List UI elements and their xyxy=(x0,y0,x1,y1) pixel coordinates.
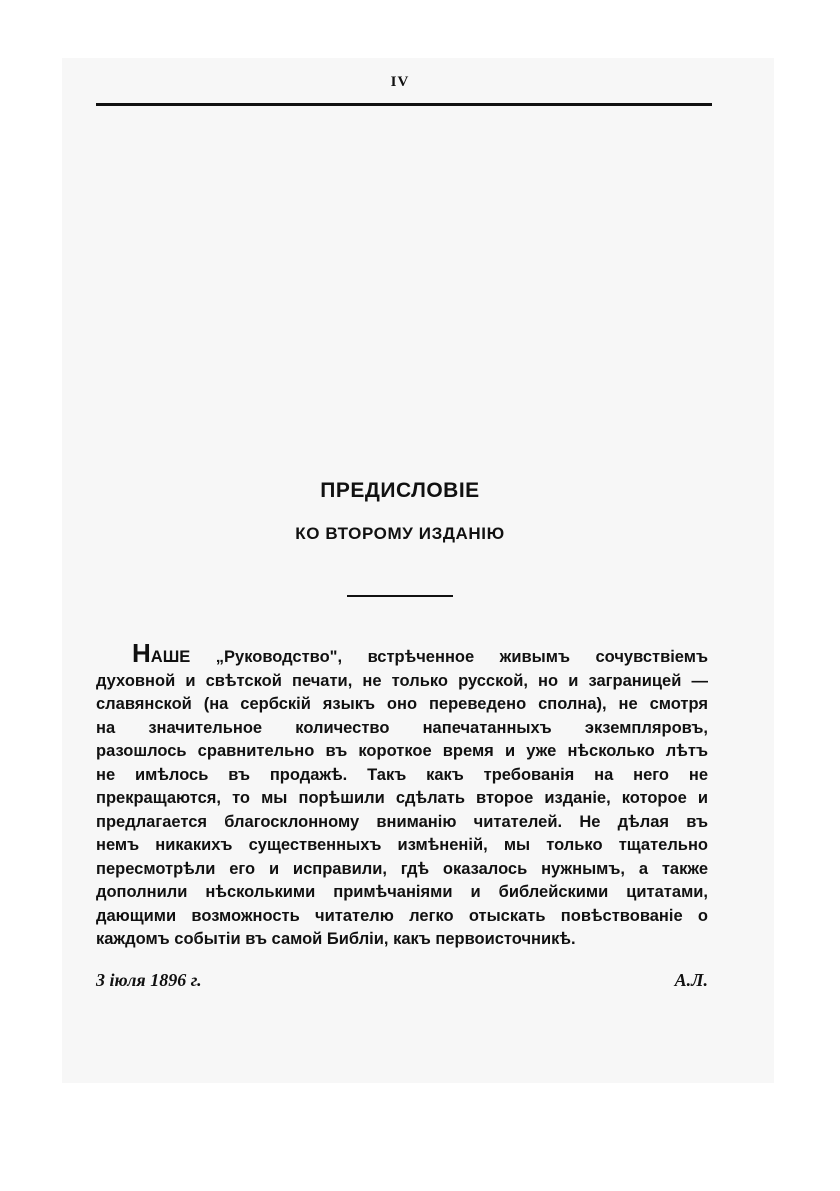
paragraph-line: каждомъ событіи въ самой Библіи, какъ первоисточникѣ. xyxy=(96,930,576,948)
paragraph-line: славянской (на сербскій языкъ оно переведено сполна), не смотря xyxy=(96,695,708,713)
drop-cap-initial: Н xyxy=(132,638,151,668)
paragraph-line: дополнили нѣсколькими примѣчаніями и библейскими цитатами, xyxy=(96,883,708,901)
first-word-rest: АШЕ xyxy=(150,648,191,666)
paragraph-line: немъ никакихъ существенныхъ измѣненій, мы только тщательно xyxy=(96,836,708,854)
paragraph-line: не имѣлось въ продажѣ. Такъ какъ требованія на него не xyxy=(96,765,708,784)
paragraph-line: дающими возможность читателю легко отыскать повѣствованіе о xyxy=(96,906,708,925)
author-initials: А.Л. xyxy=(674,970,708,990)
paragraph-line: пересмотрѣли его и исправили, гдѣ оказалось нужнымъ, а также xyxy=(96,859,708,878)
paragraph-line: духовной и свѣтской печати, не только русской, но и заграницей — xyxy=(96,671,708,690)
page-number: IV xyxy=(390,74,410,90)
preface-paragraph xyxy=(96,638,708,952)
paragraph-line: разошлось сравнительно въ короткое время и уже нѣсколько лѣтъ xyxy=(96,742,708,760)
paragraph-line xyxy=(96,638,708,670)
paragraph-line: прекращаются, то мы порѣшили сдѣлать второе изданіе, которое и xyxy=(96,789,708,807)
paragraph-line: на значительное количество напечатанныхъ экземпляровъ, xyxy=(96,718,708,737)
paragraph-line: предлагается благосклонному вниманію читателей. Не дѣлая въ xyxy=(96,812,708,831)
preface-title: ПРЕДИСЛОВІЕ xyxy=(320,479,480,502)
line-text: „Руководство", встрѣченное живымъ сочувствіемъ xyxy=(190,648,708,666)
preface-subtitle: КО ВТОРОМУ ИЗДАНІЮ xyxy=(295,524,505,543)
title-divider xyxy=(347,595,453,597)
header-rule xyxy=(96,103,712,106)
preface-date: 3 іюля 1896 г. xyxy=(96,970,202,990)
